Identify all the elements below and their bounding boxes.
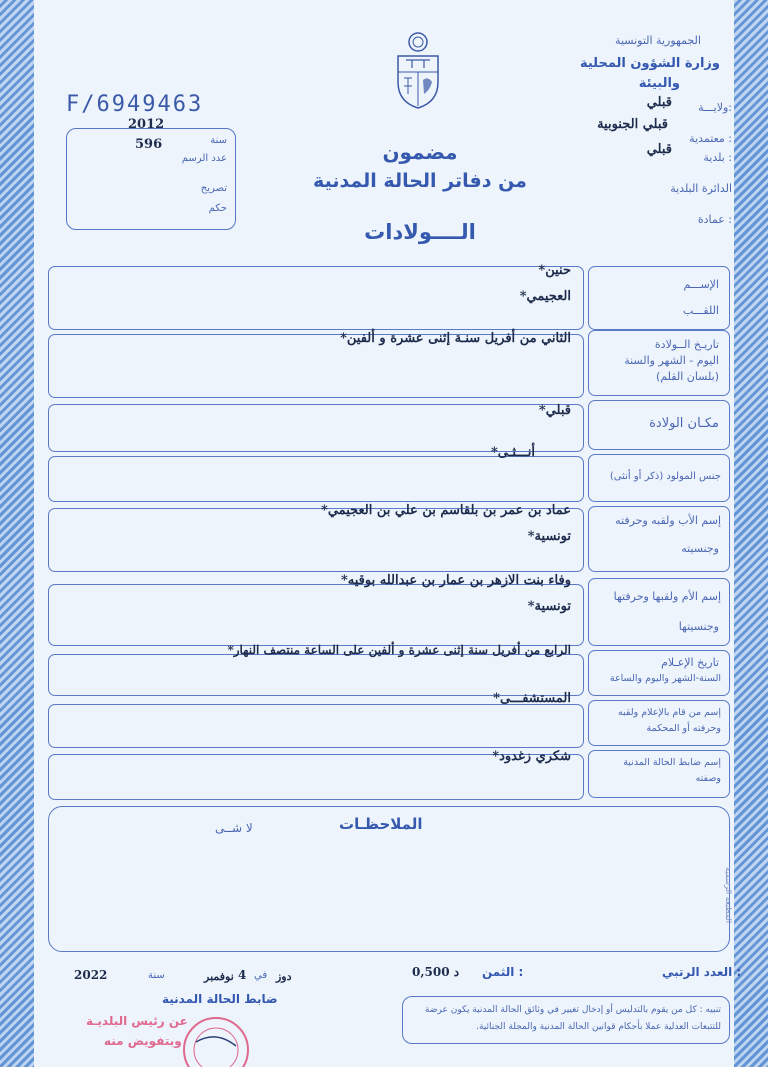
father-nationality-value: تونسية* xyxy=(527,529,571,544)
birth-place-value: قبلي* xyxy=(538,403,571,418)
name-label-box xyxy=(588,266,730,330)
serial-number: F/6949463 xyxy=(66,92,204,117)
birth-date-label-box xyxy=(588,330,730,396)
judgment-label: حكم xyxy=(208,203,227,214)
issue-city: دوز xyxy=(276,970,292,983)
officer-label-box xyxy=(588,750,730,798)
father-value-box xyxy=(48,503,584,572)
declaration-date-value-box xyxy=(48,643,584,696)
declaration-date-label-box xyxy=(588,650,730,696)
declarant-value-box xyxy=(48,691,584,748)
mother-label-box xyxy=(588,578,730,646)
mother-nationality-label: وجنسيتها xyxy=(678,620,719,633)
birth-place-label: مكـان الولادة xyxy=(649,416,719,431)
declarant-sublabel: وحرفته أو المحكمة xyxy=(646,723,721,734)
issue-year-label: سنة xyxy=(148,970,165,981)
father-label-box xyxy=(588,506,730,572)
year-label: سنة xyxy=(210,135,227,146)
serial-order-label: العدد الرتبي : xyxy=(662,965,742,979)
price-value: 0,500 د xyxy=(412,965,460,979)
delegation-label: معتمدية : xyxy=(689,132,732,145)
mother-name-value: وفاء بنت الازهر بن عمار بن عبدالله بوقيه* xyxy=(340,573,571,588)
birth-date-value-box xyxy=(48,331,584,398)
governorate-value: قبلي xyxy=(646,95,672,110)
issue-day: 4 xyxy=(238,968,247,982)
birth-date-value: الثاني من أفريل سنـة إثنى عشرة و ألفين* xyxy=(340,331,571,346)
declaration-date-value: الرابع من أفريل سنة إثنى عشرة و ألفين على الساعة منتصف النهار* xyxy=(227,643,571,657)
declaration-label: تصريح xyxy=(200,183,227,194)
remarks-value: لا شــى xyxy=(215,821,253,835)
ministry-line2: والبيئة xyxy=(638,76,680,91)
issue-year: 2022 xyxy=(74,968,108,982)
first-name-value: حنين* xyxy=(538,263,571,278)
municipality-value: قبلي xyxy=(646,142,672,157)
birth-date-note: (بلسان القلم) xyxy=(656,370,719,383)
officer-value-box xyxy=(48,749,584,800)
printer-side-label: المطبعة الرسمية xyxy=(724,867,733,924)
ministry-line1: وزارة الشؤون المحلية xyxy=(579,56,720,71)
first-name-label: الإســـم xyxy=(683,278,719,291)
officer-label: إسم ضابط الحالة المدنية xyxy=(623,757,721,768)
stamp-line2: وبتفويض منه xyxy=(104,1034,182,1048)
remarks-label: الملاحظـات xyxy=(339,815,423,833)
birth-place-label-box xyxy=(588,400,730,450)
stamp-line1: عن رئيس البلديـة xyxy=(86,1014,188,1028)
officer-value: شكري زغدود* xyxy=(492,749,571,764)
sex-label-box xyxy=(588,454,730,502)
officer-sublabel: وصفته xyxy=(695,773,721,784)
governorate-label: ولايـــة: xyxy=(698,101,732,114)
birth-date-sublabel: اليوم - الشهر والسنة xyxy=(624,354,719,367)
father-nationality-label: وجنسيته xyxy=(681,542,719,555)
sex-value: أنـــثـى* xyxy=(490,445,535,460)
sex-value-box xyxy=(48,445,584,502)
section-title: الــــولادات xyxy=(364,220,476,244)
mother-label: إسم الأم ولقبها وحرفتها xyxy=(613,590,721,603)
register-box xyxy=(66,128,236,230)
father-name-value: عماد بن عمر بن بلقاسم بن علي بن العجيمي* xyxy=(321,503,571,518)
count-label: عدد الرسم xyxy=(181,153,227,164)
legal-warning-box xyxy=(402,996,730,1044)
register-count: 596 xyxy=(135,137,163,152)
declaration-date-label: تاريخ الإعـلام xyxy=(661,656,719,669)
declarant-label: إسم من قام بالإعلام ولقبه xyxy=(617,707,721,718)
sex-label: جنس المولود (ذكر أو أنثى) xyxy=(609,471,721,482)
legal-warning-text: تنبيه : كل من يقوم بالتدليس أو إدخال تغيير في وثائق الحالة المدنية يكون عرضة للتتبعات العدلية عملا بأحكام قوانين الحالة المدنية والمجلة الجنائية. xyxy=(425,1005,721,1032)
declaration-date-sublabel: السنة-الشهر واليوم والساعة xyxy=(609,673,721,684)
mother-nationality-value: تونسية* xyxy=(527,599,571,614)
declarant-label-box xyxy=(588,700,730,746)
municipal-circle-label: الدائرة البلدية xyxy=(670,182,732,195)
officer-title: ضابط الحالة المدنية xyxy=(162,992,278,1006)
issue-month: نوفمبر xyxy=(204,970,234,983)
remarks-box xyxy=(48,806,733,952)
surname-label: اللقـــب xyxy=(682,304,719,317)
father-label: إسم الأب ولقبه وحرفته xyxy=(615,514,721,527)
republic-label: الجمهورية التونسية xyxy=(615,34,701,47)
sector-label: عمادة : xyxy=(697,213,732,226)
delegation-value: قبلي الجنوبية xyxy=(597,117,668,132)
birth-date-label: تاريـخ الــولادة xyxy=(654,338,719,351)
name-value-box xyxy=(48,263,584,330)
serial-year: 2012 xyxy=(128,117,165,132)
mother-value-box xyxy=(48,573,584,646)
tunisia-coat-of-arms-icon xyxy=(392,28,444,110)
document-title: مضمون xyxy=(382,140,458,164)
issue-date-in: في xyxy=(254,970,268,981)
price-label: الثمن : xyxy=(482,965,524,979)
municipal-seal-icon xyxy=(176,1010,256,1067)
declarant-value: المستشفـــى* xyxy=(493,691,571,706)
decorative-border-left xyxy=(0,0,34,1067)
document-subtitle: من دفاتر الحالة المدنية xyxy=(313,170,527,192)
decorative-border-right xyxy=(734,0,768,1067)
municipality-label: بلدية : xyxy=(703,151,732,164)
surname-value: العجيمي* xyxy=(519,289,571,304)
